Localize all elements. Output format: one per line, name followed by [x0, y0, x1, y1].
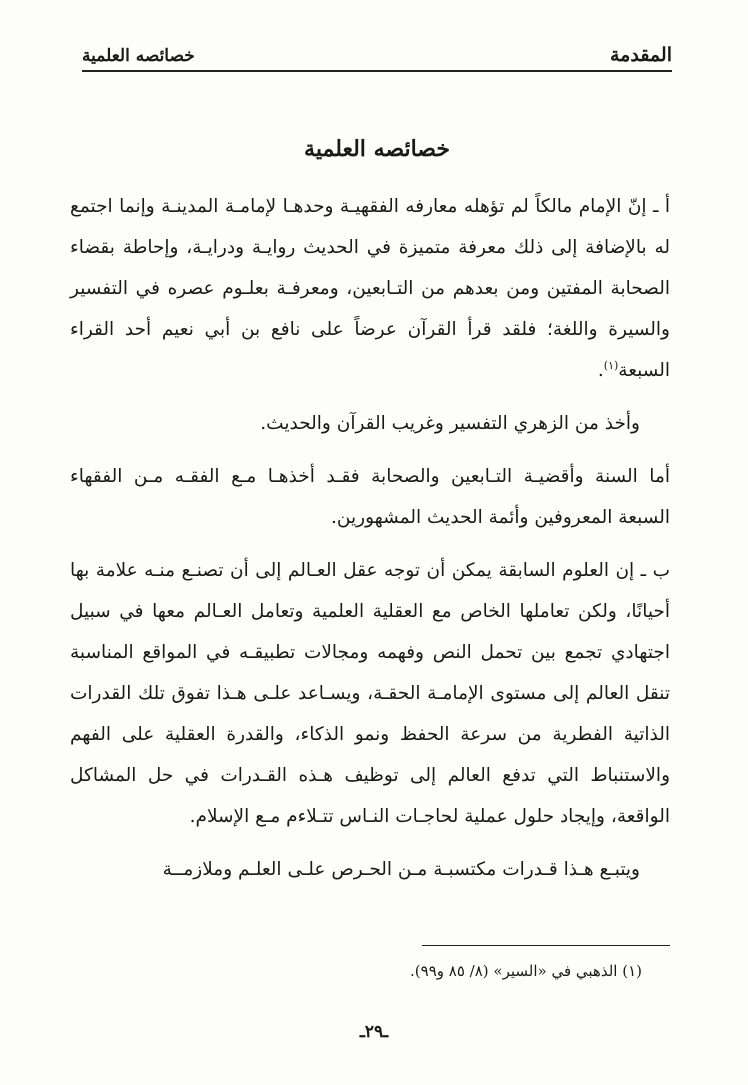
- running-header: [82, 34, 672, 72]
- body-text: [70, 186, 670, 902]
- page-number: ـ٢٩ـ: [359, 1022, 389, 1042]
- chapter-title: المقدمة: [609, 44, 672, 66]
- paragraph-4: ب ـ إن العلوم السابقة يمكن أن توجه عقل العـالم إلى أن تصنـع منـه علامة بها أحيانًا، ولكن تعاملها الخاص مع العقلية العلمية وتعامل العـالم معها في سبيل اجتهادي تجمع بين تحمل النص وفهمه ومجالات تطبيقـه في المواقع المناسبة تنقل العالم إلى مستوى الإمامـة الحقـة، ويسـاعد علـى هـذا تفوق تلك القدرات الذاتية الفطرية من سرعة الحفظ ونمو الذكاء، والقدرة العقلية على الفهم والاستنباط التي تدفع العالم إلى توظيف هـذه القـدرات في حل المشاكل الواقعة، وإيجاد حلول عملية لحاجـات النـاس تتـلاءم مـع الإسلام.: [70, 560, 670, 827]
- footnote: (١) الذهبي في «السير» (٨/ ٨٥ و٩٩).: [410, 962, 642, 980]
- footnote-marker: (١): [603, 358, 619, 372]
- footnote-divider: [422, 945, 670, 946]
- section-running-title: خصائصه العلمية: [82, 46, 195, 66]
- paragraph-5: ويتبـع هـذا قـدرات مكتسبـة مـن الحـرص علـى العلـم وملازمــة: [162, 859, 640, 880]
- paragraph-1: [70, 186, 670, 391]
- paragraph-2: وأخذ من الزهري التفسير وغريب القرآن والحديث.: [260, 413, 640, 434]
- paragraph-1-end: .: [597, 360, 604, 381]
- section-heading: خصائصه العلمية: [304, 136, 450, 162]
- paragraph-3: أما السنة وأقضيـة التـابعين والصحابة فقـد أخذهـا مـع الفقـه مـن الفقهاء السبعة المعروفين وأئمة الحديث المشهورين.: [70, 466, 670, 528]
- paragraph-1-text: أ ـ إنّ الإمام مالكاً لم تؤهله معارفه الفقهيـة وحدهـا لإمامـة المدينـة وإنما اجتمع له بالإضافة إلى ذلك معرفة متميزة في الحديث روايـة ودرايـة، وإحاطة بقضاء الصحابة المفتين ومن بعدهم من التـابعين، ومعرفـة بعلـوم عصره في التفسير والسيرة واللغة؛ فلقد قرأ القرآن عرضاً على نافع بن أبي نعيم أحد القراء السبعة: [70, 196, 670, 381]
